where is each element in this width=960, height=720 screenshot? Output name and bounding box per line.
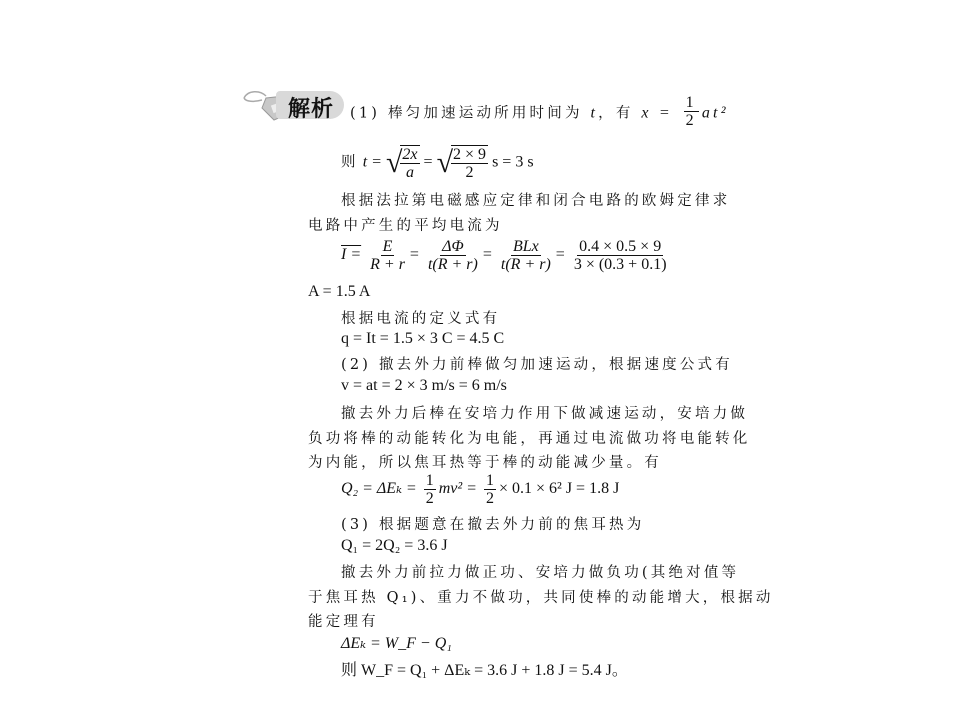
badge-label: 解析 — [288, 97, 335, 122]
cf1-num: E — [382, 238, 393, 255]
ek-equation: ΔEₖ = W_F − Q₁ — [341, 635, 452, 652]
sqrt-1: √ $\frac{2x}{a}$ — [385, 146, 418, 181]
analysis-badge — [240, 88, 346, 122]
cf3-den: t(R + r) — [500, 256, 551, 273]
part3-para-line1: 撤去外力前拉力做正功、安培力做负功(其绝对值等 — [341, 565, 740, 581]
charge-text: 根据电流的定义式有 — [341, 311, 501, 327]
q2f1-num: 1 — [425, 472, 434, 489]
part2-para-line1: 撤去外力后棒在安培力作用下做减速运动，安培力做 — [341, 406, 749, 422]
q2f2-den: 2 — [485, 490, 494, 507]
cf3-num: BLx — [512, 238, 539, 255]
q2-mid: mv² = — [438, 480, 477, 498]
cf2-num: ΔΦ — [442, 238, 464, 255]
frac-num: 1 — [685, 94, 697, 111]
frac-den: 2 — [685, 112, 697, 129]
eq-lhs: x = — [641, 104, 673, 122]
fraction-half — [684, 94, 699, 129]
prefix-ze: 则 — [341, 154, 359, 171]
sqrt2-num: 2 × 9 — [453, 146, 487, 163]
part3-intro: (3) 根据题意在撤去外力前的焦耳热为 — [341, 517, 645, 533]
time-result: s = 3 s — [492, 153, 534, 171]
time-equation — [341, 145, 534, 181]
q1-equation: Q₁ = 2Q₂ = 3.6 J — [341, 537, 448, 554]
sqrt2-den: 2 — [465, 164, 474, 181]
part2-intro: (2) 撤去外力前棒做匀加速运动，根据速度公式有 — [341, 357, 733, 373]
current-result: A = 1.5 A — [308, 283, 371, 300]
q2-equation — [341, 472, 619, 507]
sqrt1-num: 2x — [402, 146, 418, 163]
q2f2-num: 1 — [485, 472, 494, 489]
faraday-line2: 电路中产生的平均电流为 — [308, 218, 503, 234]
var-t: t — [590, 104, 599, 122]
faraday-line1: 根据法拉第电磁感应定律和闭合电路的欧姆定律求 — [341, 193, 731, 209]
eq-tail: at² — [701, 104, 729, 122]
part1-intro — [350, 96, 729, 131]
part2-para-line2: 负功将棒的动能转化为电能，再通过电流做功将电能转化 — [308, 431, 751, 447]
wf-equation: 则 W_F = Q₁ + ΔEₖ = 3.6 J + 1.8 J = 5.4 J。 — [341, 662, 628, 679]
sqrt1-den: a — [405, 164, 414, 181]
part2-para-line3: 为内能，所以焦耳热等于棒的动能减少量。有 — [308, 455, 662, 471]
current-equation: I = $\frac{E}{R + r}$ = $\frac{\Delta\Phi}{t(R + r)}$ = $\frac{\text{BLx}}{t(R + r)}$ = $\frac{0.4 \times 0.5 \times 9}{3 \times (0.3 + 0.1)}$ — [341, 238, 667, 273]
cf4-num: 0.4 × 0.5 × 9 — [579, 238, 662, 255]
time-lhs: t = — [362, 153, 382, 171]
cf1-den: R + r — [370, 256, 405, 273]
intro-mid: ，有 — [598, 105, 634, 122]
charge-equation: q = It = 1.5 × 3 C = 4.5 C — [341, 330, 505, 347]
current-lhs: I = — [341, 246, 362, 264]
q2-lhs: Q₂ = ΔEₖ = — [341, 480, 417, 498]
q2f1-den: 2 — [425, 490, 434, 507]
velocity-equation: v = at = 2 × 3 m/s = 6 m/s — [341, 377, 507, 394]
part3-para-line3: 能定理有 — [308, 614, 379, 630]
q2-tail: × 0.1 × 6² J = 1.8 J — [498, 480, 620, 498]
part3-para-line2: 于焦耳热 Q₁)、重力不做功，共同使棒的动能增大，根据动 — [308, 590, 774, 606]
equals: = — [423, 153, 433, 171]
part1-intro-text: (1) 棒匀加速运动所用时间为 — [350, 105, 583, 122]
cf2-den: t(R + r) — [427, 256, 478, 273]
sqrt-2: √ $\frac{2 \times 9}{2}$ — [436, 146, 487, 181]
cf4-den: 3 × (0.3 + 0.1) — [573, 256, 667, 273]
